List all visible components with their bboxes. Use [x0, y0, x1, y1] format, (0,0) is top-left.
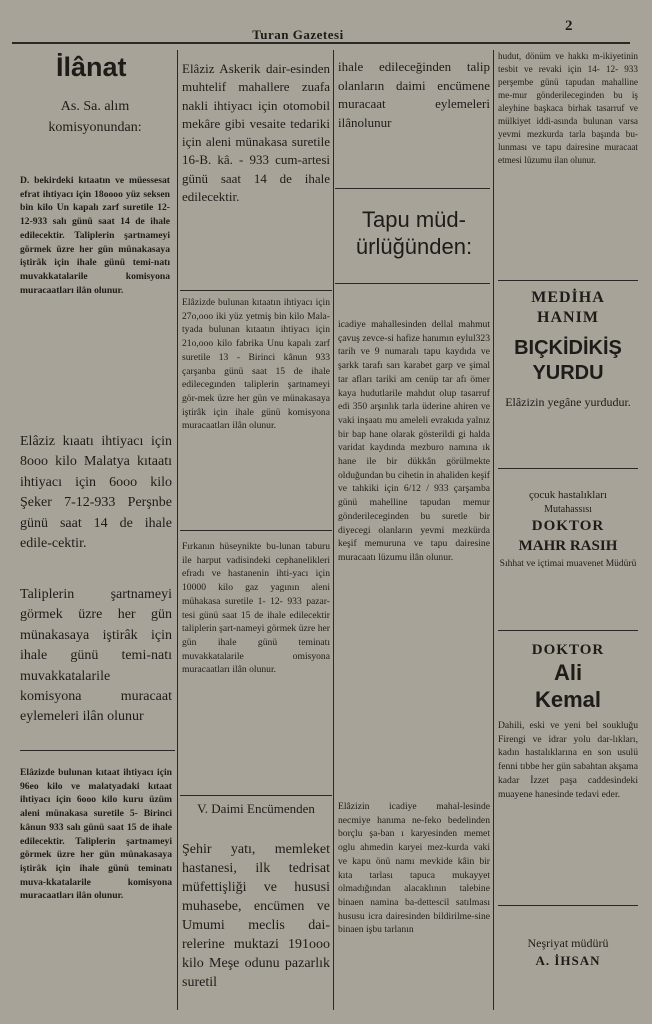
ad-mahr-title: DOKTOR: [531, 518, 605, 534]
ad-doctor-ali-kemal: [498, 640, 638, 902]
tapu-heading: Tapu müd-ürlüğünden:: [355, 207, 473, 259]
notice-encumen-cont: ihale edileceğinden talip olanların daimi encümene muracaat eylemeleri ilânolunur: [338, 59, 490, 130]
ad-sewing-owner-2: HANIM: [537, 309, 599, 326]
notice-flour-180000: D. bekirdeki kıtaatın ve müessesat efrat ihtiyacı için 18oooo yüz seksen bin kilo Un kapalı zarf suretile 12-12-933 salı günü saat 14 de ihale edilecektir. Taliplerin şartnameyi görmek üzre her gün münakasaya iştirâk için ihale günü temi-natı muvakkatalarile komisyona muracaatları ilân olunur.: [20, 175, 170, 296]
col3-notice1-box: [338, 58, 490, 183]
col1-sub: [20, 96, 170, 146]
commission-heading: As. Sa. alım komisyonundan:: [48, 99, 142, 135]
ad-mahr-position: Sıhhat ve içtimai muavenet Müdürü: [499, 559, 637, 569]
ad-mahr-specialty: çocuk hastalıkları: [529, 489, 607, 501]
col2-notice2-box: [182, 296, 330, 526]
notice-sugar: Elâziz kıaatı ihtiyacı için 8ooo kilo Malatya kıtaatı ihtiyacı için 6ooo kilo Şeker 7-12-933 Perşnbe günü saat 14 de ihale edile-cektir.: [20, 434, 172, 552]
col3-notice2-box: [338, 318, 490, 748]
encumen-notice: Şehir yatı, memleket hastanesi, ilk tedrisat müfettişliği ve hususi muhasebe, encümen ve Umumi meclis dai-relerine muktazi 191ooo kilo Meşe odunu pazarlık suretil: [182, 842, 330, 990]
col4-notice1-box: [498, 50, 638, 278]
col1-notice2b-box: [20, 585, 172, 745]
ad-ali-title: DOKTOR: [531, 642, 605, 658]
ad-ali-name-1: Ali: [553, 660, 583, 685]
ad-mahr-name: MAHR RASIH: [518, 538, 618, 554]
ad-mahr-specialist: Mutahassısı: [544, 504, 592, 515]
ilanat-heading: İlânat: [56, 52, 127, 82]
col3-rule-top: [335, 188, 490, 189]
publisher-label: Neşriyat müdürü: [527, 936, 609, 950]
col4-rule-4: [498, 905, 638, 906]
col1-rule: [20, 750, 175, 751]
col-divider-1: [177, 50, 178, 1010]
col3-rule-tapu: [335, 283, 490, 284]
newspaper-title: Turan Gazetesi: [252, 27, 344, 42]
notice-field-sale: Elâzizin icadiye mahal-lesinde necmiye hanıma ne-feko bedelinden borçlu şa-ban ı karyesinden memet oglu ahmedin karyei mez-kurda vaki ve kapu önü namı mevkide kâin bir kıta tarlası tapuca mukayyet olmadığından alacaklının talebine binaen namina ba-dettescil satılması hususu icra dairesinden bildirilme-sine binaen işbu tarlanın: [338, 801, 490, 936]
ad-sewing-owner-1: MEDİHA: [531, 289, 605, 306]
col-divider-3: [493, 50, 494, 1010]
ad-doctor-mahr: [498, 488, 638, 626]
publisher-name: A. İHSAN: [535, 953, 601, 968]
col2-encumen-head-box: [182, 800, 330, 820]
publisher-box: [498, 935, 638, 995]
ad-ali-name-2: Kemal: [534, 687, 602, 712]
col4-rule-2: [498, 468, 638, 469]
header-rule: [12, 42, 630, 44]
col2-encumen-text-box: [182, 840, 330, 1010]
col1-notice1-box: [20, 174, 170, 394]
notice-boundary: hudut, dönüm ve hakkı m-ikiyetinin tesbit ve revaki için 14- 12- 933 perşembe günü tapudan mahalline me-mur gönderileceginden bu iş aleyhine başkaca birhak tasarruf ve mülkiyet iddi-asında bulunan varsa yevmi mezkurda tarla başında bu-lunması ve tapu dairesine muracaat etmesi lüzumu ilan olunur.: [498, 51, 638, 165]
notice-flour-270000: Elâzizde bulunan kıtaatın ihtiyacı için 27o,ooo iki yüz yetmiş bin kilo Mala-tyada bulunan kıtaatın ihtiyacı için 21o,ooo kilo fabrika Unu kapalı zarf suretile 13 - Birinci kânun 933 çarşanba günü saat 15 de ihale edilecegınden taliplerin şartnameyi gör-mek üzre her gün ve münakasaya iştirâk için ihale günü komisyona muracaatları ilân olunur.: [182, 297, 330, 432]
notice-sugar-terms: Taliplerin şartnameyi görmek üzre her gün münakasaya iştirâk için ihale günü temi-natı muvakkatalarile komisyona muracaat eylemeleri ilân olunur: [20, 587, 172, 725]
col4-rule-3: [498, 630, 638, 631]
col4-rule-1: [498, 280, 638, 281]
ad-sewing-tagline: Elâzizin yegâne yurdudur.: [505, 395, 631, 409]
col3-tapu-box: [338, 206, 490, 276]
col2-notice1-box: [182, 60, 330, 270]
ad-sewing-school: [498, 288, 638, 464]
col2-rule-2: [180, 530, 332, 531]
notice-field-deed: icadiye mahallesinden dellal mahmut çavuş zevce-si hafize hanımın eylul323 tarih ve 9 numaralı tapu kaydıda ve şarkk tarafı sarı karabet garp ve şimal tar afları tariki am cenüp tar afı ömer kaya hudutlarile mahdut olup tasarruf edi 350 arşınlık tarla üderine ahiren ve vaki inşaatı mu ameleli evrakıda yalnız bir bap hane olarak gösterildi gi halda varidat kaydında mezburo namına ık hane ile bir dükkân görülmekte olduğundan bu cihetin in ahaliden keşif ve tahkiki için 6/12 / 933 çarşamba günü mahelline tapudan memur gönderileceginden bu suretle bir diyecegi olanların yevmi mezkürda keşif memuruna ve tapu dairesine muracaatı lüzumu ilân olunur.: [338, 319, 490, 563]
col2-rule-1: [180, 290, 332, 291]
notice-kerosene: Fırkanın hüseynikte bu-lunan taburu ile harput vadisindeki cephanelikleri efradı ve hastanenin ihti-yacı için 10000 kilo gaz yagının aleni mühakasa suretile 1- 12- 933 pazar-tesi günü saat 15 de ihale edilecektir taliplerin şart-nameyi görmek üzre her gün ihale günü teminatı muvakkatalarile omisyona muracaatları ilân olunur.: [182, 541, 330, 676]
notice-raisins: Elâzizde bulunan kıtaat ihtiyacı için 96eo kilo ve malatyadaki kıtaat ihtiyacı için 6ooo kilo kuru üzüm aleni münakasa suretile 5- Birinci kânun 933 salı günü saat 15 de ihale edilecektir. Taliplerin şartnameyi görmek üzre her gün münakasaya iştirâk için ihale günü teminatı muva-kkatalarile komisyona muracaatları ilân olunur.: [20, 767, 172, 902]
col3-notice3-box: [338, 800, 490, 1010]
ad-sewing-title: BIÇKİDİKİŞ YURDU: [514, 337, 622, 384]
page-number: 2: [565, 18, 573, 34]
col1-notice3-box: [20, 766, 172, 1006]
col2-rule-3: [180, 795, 332, 796]
encumen-heading: V. Daimi Encümenden: [197, 801, 315, 816]
col-divider-2: [333, 50, 334, 1010]
notice-transport: Elâziz Askerik dair-esinden muhtelif mahallere zuafa nakli ihtiyacı için otomobil mekâre gibi vesaite tedariki için aleni münakasa suretile 16-B. kâ. - 933 cum-artesi günü saat 14 de ihale edilecektir.: [182, 61, 330, 205]
col1-notice2a-box: [20, 432, 172, 582]
col2-notice3-box: [182, 540, 330, 790]
ad-ali-services: Dahili, eski ve yeni bel soukluğu Firengi ve idrar yolu dar-lıkları, kadın hastalıklarına en son usulü fenni tıbbe her gün sabahtan akşama kadar İzzet paşa caddesindeki muayene hanesinde tedavi eder.: [498, 720, 638, 800]
